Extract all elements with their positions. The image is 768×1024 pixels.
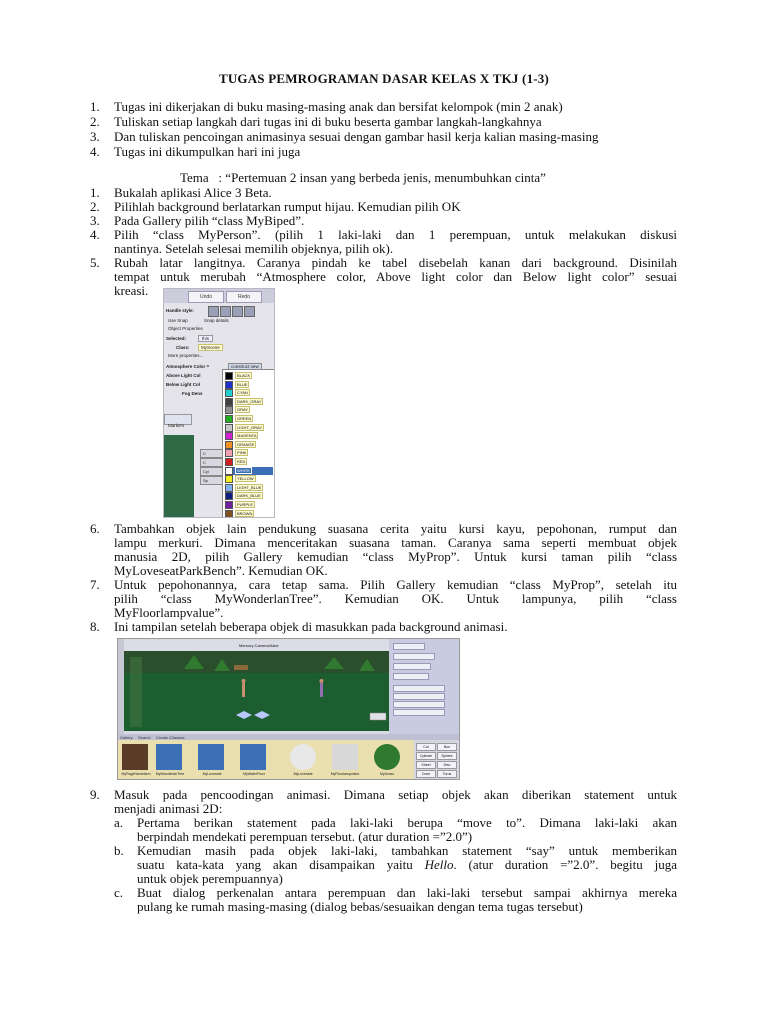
color-option [225,458,273,466]
ball-icon [290,744,316,770]
lamp-icon [332,744,358,770]
color-option [225,467,273,475]
color-option-label: BLACK [237,373,251,379]
list-number: 4. [90,144,100,159]
step-text: Pilih “class MyPerson”. (pilih 1 laki-laki dan 1 perempuan, untuk melakukan diskusi [114,227,677,242]
list-number: 2. [90,114,100,129]
color-option-label: GREEN [237,416,252,422]
scene-objects [124,651,389,731]
step-number: 8. [90,619,100,634]
redo-button: Redo [226,291,262,303]
shape-button: Sheet [416,761,436,769]
color-option [225,501,273,509]
tree-icon [214,659,230,671]
shape-button: Cone [416,770,436,778]
color-swatch-icon [225,484,233,492]
tree-icon [359,659,375,671]
color-option-label: GRAY [237,407,249,413]
shape-button: Cut [416,743,436,751]
shape-button: Disc [437,761,457,769]
undo-button: Undo [188,291,224,303]
step-number: 9. [90,787,100,802]
use-snap-checkbox: Use Snap [168,318,188,323]
bench-icon [234,665,248,670]
scale-icon [244,306,255,317]
substep-text: Pertama berikan statement pada laki-laki berupa “move to”. Dimana laki-laki akan [137,815,677,830]
markers-label: Markers [168,423,185,428]
camera-button [370,713,386,720]
step-number: 4. [90,227,100,242]
axis-handle-icon [254,711,270,719]
fog-density-label: Fog Dens [182,391,203,396]
substep-letter: c. [114,885,124,900]
tab-gallery: Gallery [120,735,133,740]
step-text: Masuk pada pencoodingan animasi. Dimana setiap objek akan diberikan statement untuk [114,787,677,802]
color-option [225,510,273,518]
step-number: 7. [90,577,100,592]
color-option [225,406,273,414]
color-option-label: WHITE [237,467,250,473]
color-option [225,381,273,389]
color-option-label: PINK [237,450,247,456]
shape-button: Sphere [437,752,457,760]
person-icon [242,683,245,697]
color-option [225,449,273,457]
substep-text: untuk objek perempuannya) [137,871,283,886]
color-option-label: LIGHT_BLUE [237,484,262,490]
color-option-label: RED [237,459,246,465]
shape-button: Sp [200,476,224,485]
document-title: TUGAS PEMROGRAMAN DASAR KELAS X TKJ (1-3) [218,71,550,86]
substep-letter: b. [114,843,124,858]
color-swatch-icon [225,467,233,475]
handle-style-label: Handle style: [166,308,195,313]
color-dropdown-list [222,369,275,518]
step-number: 6. [90,521,100,536]
list-item: Tugas ini dikerjakan di buku masing-masing anak dan bersifat kelompok (min 2 anak) [114,99,563,114]
color-swatch-icon [225,475,233,483]
step-number: 2. [90,199,100,214]
color-option [225,389,273,397]
below-light-label: Below Light Col [166,382,200,387]
step-text: MyLoveseatParkBench”. Kemudian OK. [114,563,328,578]
color-option [225,475,273,483]
color-swatch-icon [225,372,233,380]
gallery-item-label: MyWaterFloor [243,772,265,776]
gallery-item-label: MyFloorlampvalue [330,772,360,776]
substep-letter: a. [114,815,124,830]
construct-new-button: construct new [228,363,262,370]
step-number: 3. [90,213,100,228]
color-option [225,432,273,440]
substep-text-part: suatu kata-kata yang akan disampaikan yaitu [137,857,425,872]
color-option-label: DARK_GRAY [237,398,262,404]
substep-text-part: . (atur duration =”2.0”. begitu juga [453,857,677,872]
color-option [225,372,273,380]
tab-search: Search [138,735,151,740]
shape-button: C [200,449,224,458]
step-text: tempat untuk merubah “Atmosphere color, Above light color dan Below light color” sesuai [114,269,677,284]
move-icon [220,306,231,317]
step-number: 5. [90,255,100,270]
step-text: Ini tampilan setelah beberapa objek di masukkan pada background animasi. [114,619,508,634]
properties-panel [389,639,459,734]
color-option-label: YELLOW [237,476,254,482]
above-light-label: Above Light Col [166,373,201,378]
step-text: kreasi. [114,283,149,298]
gallery-item-label: MyWonderlanTree [155,772,185,776]
step-text: MyFloorlampvalue”. [114,605,224,620]
color-swatch-icon [225,458,233,466]
shape-button: Cyl [200,467,224,476]
color-option-label: ORANGE [237,441,255,447]
tab-classes: Create /Classes [156,735,185,740]
step-text: Untuk pepohonannya, cara tetap sama. Pilih Gallery kemudian “class MyProp”, setelah itu [114,577,677,592]
list-item: Dan tuliskan pencoingan animasinya sesuai dengan gambar hasil kerja kalian masing-masing [114,129,599,144]
gallery-item-label: MyGrass [380,772,394,776]
step-text: Rubah latar langitnya. Caranya pindah ke tabel disebelah kanan dari background. Disinilah [114,255,677,270]
color-swatch-icon [225,432,233,440]
list-item: Tuliskan setiap langkah dari tugas ini di buku beserta gambar langkah-langkahnya [114,114,542,129]
substep-text: Buat dialog perkenalan antara perempuan dan laki-laki tersebut sampai akhirnya mereka [137,885,677,900]
substep-text: Kemudian masih pada objek laki-laki, tambahkan statement “say” untuk memberikan [137,843,677,858]
step-text: manusia 2D, pilih Gallery kemudian “class MyProp”. Untuk kursi taman pilih “class [114,549,677,564]
snap-details-checkbox: Snap details [204,318,229,323]
color-option [225,492,273,500]
step-text: Bukalah aplikasi Alice 3 Beta. [114,185,272,200]
color-swatch-icon [225,389,233,397]
step-text: lampu merkuri. Dimana menceritakan suasana taman. Caranya sama seperti membuat objek [114,535,677,550]
shape-button: C [200,458,224,467]
shape-button: Box [437,743,457,751]
list-item: Tugas ini dikumpulkan hari ini juga [114,144,301,159]
gallery-item-label: MyLoveseat [202,772,222,776]
color-option-label: LIGHT_GRAY [237,424,263,430]
folder-icon [240,744,266,770]
theme-line: Tema : “Pertemuan 2 insan yang berbeda jenis, menumbuhkan cinta” [180,170,546,185]
color-option-label: BLUE [237,381,248,387]
color-swatch-icon [225,510,233,518]
class-label: Class: [176,345,190,350]
shape-buttons [414,740,459,779]
color-option-label: PURPLE [237,502,254,508]
color-swatch-icon [225,415,233,423]
axis-handle-icon [236,711,252,719]
more-properties-label: More properties... [168,353,204,358]
substep-text [137,858,677,872]
color-option [225,398,273,406]
list-number: 1. [90,99,100,114]
color-option-label: BROWN [237,510,253,516]
color-swatch-icon [225,406,233,414]
window-title-bar [124,641,389,651]
shape-button: Torus [437,770,457,778]
gallery-item-label: MyLoveseat [293,772,313,776]
color-option-label: DARK_BLUE [237,493,261,499]
color-swatch-icon [225,381,233,389]
scene-properties-screenshot [163,288,275,518]
step-text: nantinya. Setelah selesai memilih objeknya, pilih ok). [114,241,394,256]
color-option [225,424,273,432]
scene-view [124,651,389,731]
gallery-item-label: MyPageNameItem [121,772,151,776]
class-value: MyScene [198,344,223,351]
tree-icon [184,655,204,669]
tree-icon [324,657,344,669]
scene-preview [164,435,194,517]
shape-button: Cylinder [416,752,436,760]
selected-label: Selected: [166,336,187,341]
color-swatch-icon [225,441,233,449]
color-option [225,441,273,449]
window-title: Memory Camera/Alice [239,643,279,648]
substep-text: pulang ke rumah masing-masing (dialog bebas/sesuaikan dengan tema tugas tersebut) [137,899,583,914]
selected-value: this [198,335,213,342]
folder-icon [156,744,182,770]
step-text: pilih “class MyWonderlanTree”. Kemudian OK. Untuk lampunya, pilih “class [114,591,677,606]
folder-icon [198,744,224,770]
color-swatch-icon [225,424,233,432]
object-properties-label: Object Properties [168,326,203,331]
step-text: menjadi animasi 2D: [114,801,223,816]
color-swatch-icon [225,501,233,509]
color-option-label: CYAN [237,390,248,396]
gallery-panel [118,740,414,779]
color-swatch-icon [225,492,233,500]
hello-word: Hello [424,857,454,872]
rotate-icon [208,306,219,317]
resize-icon [232,306,243,317]
substep-text: berpindah mendekati perempuan tersebut. (atur duration =”2.0”) [137,829,473,844]
color-swatch-icon [225,449,233,457]
gallery-item-icon [122,744,148,770]
color-option [225,415,273,423]
list-number: 3. [90,129,100,144]
color-swatch-icon [225,398,233,406]
step-text: Tambahkan objek lain pendukung suasana cerita yaitu kursi kayu, pepohonan, rumput dan [114,521,677,536]
person-icon [320,683,323,697]
alice-ide-screenshot [117,638,460,780]
color-option-label: MAGENTA [237,433,257,439]
step-number: 1. [90,185,100,200]
step-text: Pilihlah background berlatarkan rumput hijau. Kemudian pilih OK [114,199,461,214]
tree-icon [374,744,400,770]
atmosphere-color-label: Atmosphere Color = [166,364,210,369]
step-text: Pada Gallery pilih “class MyBiped”. [114,213,305,228]
color-option [225,484,273,492]
